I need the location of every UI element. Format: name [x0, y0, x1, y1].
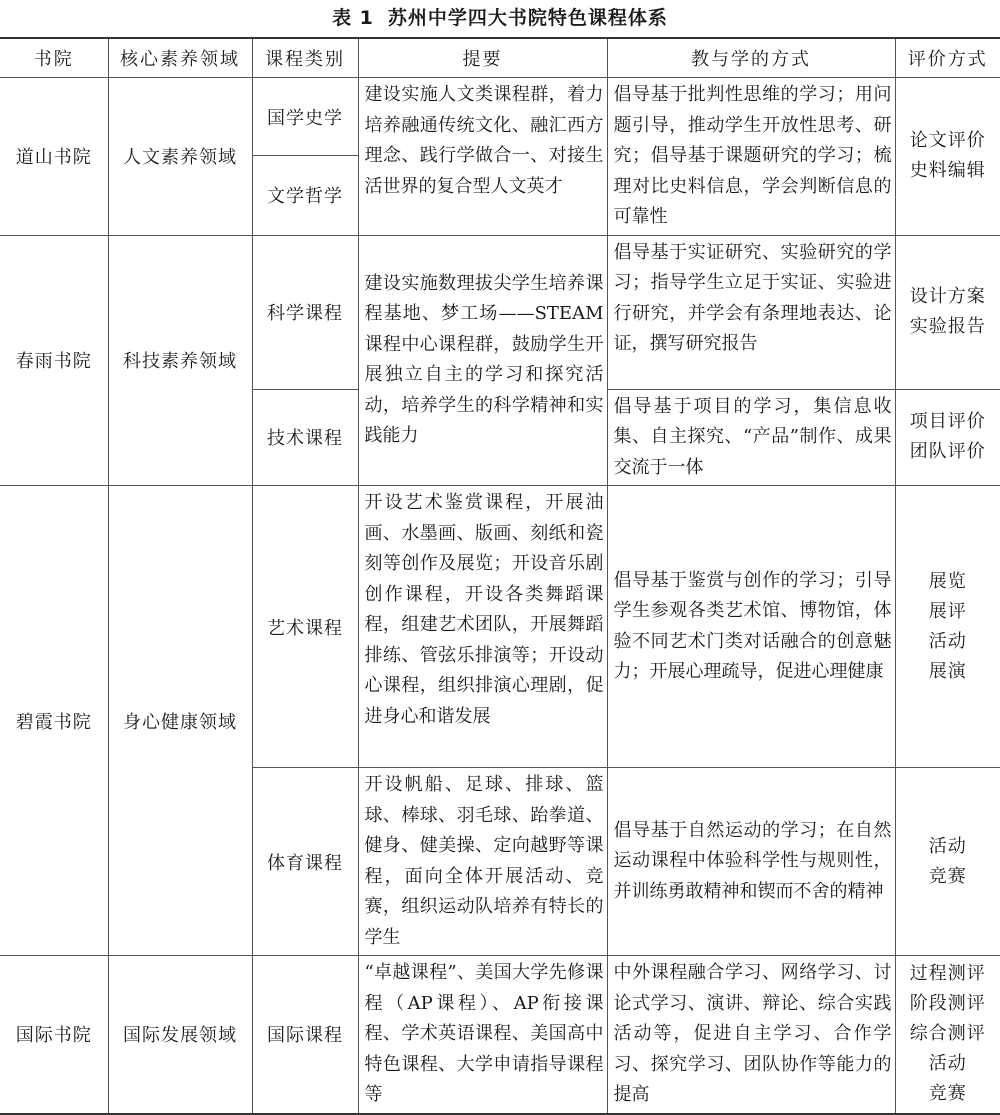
table-title: 苏州中学四大书院特色课程体系 [388, 7, 668, 29]
domain-name: 身心健康领域 [108, 486, 252, 956]
course-category: 科学课程 [252, 235, 358, 389]
evaluation-item: 论文评价 [896, 126, 1000, 156]
evaluation-item: 活动 [896, 627, 1000, 657]
course-category: 国际课程 [252, 956, 358, 1114]
evaluation-item: 活动 [896, 832, 1000, 862]
evaluation-method [895, 78, 1000, 236]
course-summary: 开设艺术鉴赏课程，开展油画、水墨画、版画、刻纸和瓷刻等创作及展览；开设音乐剧创作课程，开设各类舞蹈课程，组建艺术团队，开展舞蹈排练、管弦乐排演等；开设动心课程，组织排演心理剧，促进身心和谐发展 [358, 486, 607, 768]
academy-name: 道山书院 [0, 78, 108, 236]
table-number: 表 1 [332, 7, 374, 29]
evaluation-item: 阶段测评 [896, 989, 1000, 1019]
header-academy: 书院 [0, 38, 108, 78]
teaching-method: 倡导基于鉴赏与创作的学习；引导学生参观各类艺术馆、博物馆，体验不同艺术门类对话融合的创意魅力；开展心理疏导，促进心理健康 [607, 486, 895, 768]
course-summary: “卓越课程”、美国大学先修课程（AP课程）、AP衔接课程、学术英语课程、美国高中特色课程、大学申请指导课程等 [358, 956, 607, 1114]
evaluation-method [895, 235, 1000, 389]
evaluation-method [895, 486, 1000, 768]
academy-name: 国际书院 [0, 956, 108, 1114]
evaluation-item: 综合测评 [896, 1019, 1000, 1049]
teaching-method: 倡导基于自然运动的学习；在自然运动课程中体验科学性与规则性，并训练勇敢精神和锲而不舍的精神 [607, 768, 895, 956]
course-category: 文学哲学 [252, 156, 358, 235]
academy-name: 碧霞书院 [0, 486, 108, 956]
course-category: 体育课程 [252, 768, 358, 956]
evaluation-item: 展演 [896, 657, 1000, 687]
domain-name: 人文素养领域 [108, 78, 252, 236]
table-row [0, 78, 1000, 156]
evaluation-item: 设计方案 [896, 282, 1000, 312]
domain-name: 科技素养领域 [108, 235, 252, 486]
course-summary: 开设帆船、足球、排球、篮球、棒球、羽毛球、跆拳道、健身、健美操、定向越野等课程，面向全体开展活动、竞赛，组织运动队培养有特长的学生 [358, 768, 607, 956]
course-category: 国学史学 [252, 78, 358, 156]
header-method: 教与学的方式 [607, 38, 895, 78]
evaluation-item: 竞赛 [896, 1079, 1000, 1109]
header-category: 课程类别 [252, 38, 358, 78]
course-category: 艺术课程 [252, 486, 358, 768]
teaching-method: 中外课程融合学习、网络学习、讨论式学习、演讲、辩论、综合实践活动等，促进自主学习、合作学习、探究学习、团队协作等能力的提高 [607, 956, 895, 1114]
header-evaluation: 评价方式 [895, 38, 1000, 78]
academy-name: 春雨书院 [0, 235, 108, 486]
evaluation-item: 实验报告 [896, 312, 1000, 342]
table-caption [0, 0, 1000, 36]
evaluation-item: 史料编辑 [896, 156, 1000, 186]
header-summary: 提要 [358, 38, 607, 78]
teaching-method: 倡导基于实证研究、实验研究的学习；指导学生立足于实证、实验进行研究，并学会有条理地表达、论证，撰写研究报告 [607, 235, 895, 389]
course-summary: 建设实施人文类课程群，着力培养融通传统文化、融汇西方理念、践行学做合一、对接生活世界的复合型人文英才 [358, 78, 607, 236]
course-system-table [0, 37, 1000, 1115]
evaluation-item: 活动 [896, 1049, 1000, 1079]
evaluation-item: 展评 [896, 597, 1000, 627]
course-summary: 建设实施数理拔尖学生培养课程基地、梦工场——STEAM课程中心课程群，鼓励学生开展独立自主的学习和探究活动，培养学生的科学精神和实践能力 [358, 235, 607, 486]
evaluation-method [895, 956, 1000, 1114]
evaluation-method [895, 389, 1000, 486]
table-row [0, 956, 1000, 1114]
evaluation-item: 团队评价 [896, 437, 1000, 467]
header-row [0, 38, 1000, 78]
table-row [0, 486, 1000, 768]
domain-name: 国际发展领域 [108, 956, 252, 1114]
evaluation-item: 过程测评 [896, 959, 1000, 989]
teaching-method: 倡导基于项目的学习，集信息收集、自主探究、“产品”制作、成果交流于一体 [607, 389, 895, 486]
evaluation-item: 竞赛 [896, 862, 1000, 892]
teaching-method: 倡导基于批判性思维的学习；用问题引导，推动学生开放性思考、研究；倡导基于课题研究的学习；梳理对比史料信息，学会判断信息的可靠性 [607, 78, 895, 236]
evaluation-item: 展览 [896, 567, 1000, 597]
evaluation-item: 项目评价 [896, 407, 1000, 437]
course-category: 技术课程 [252, 389, 358, 486]
evaluation-method [895, 768, 1000, 956]
header-domain: 核心素养领域 [108, 38, 252, 78]
table-row [0, 235, 1000, 389]
